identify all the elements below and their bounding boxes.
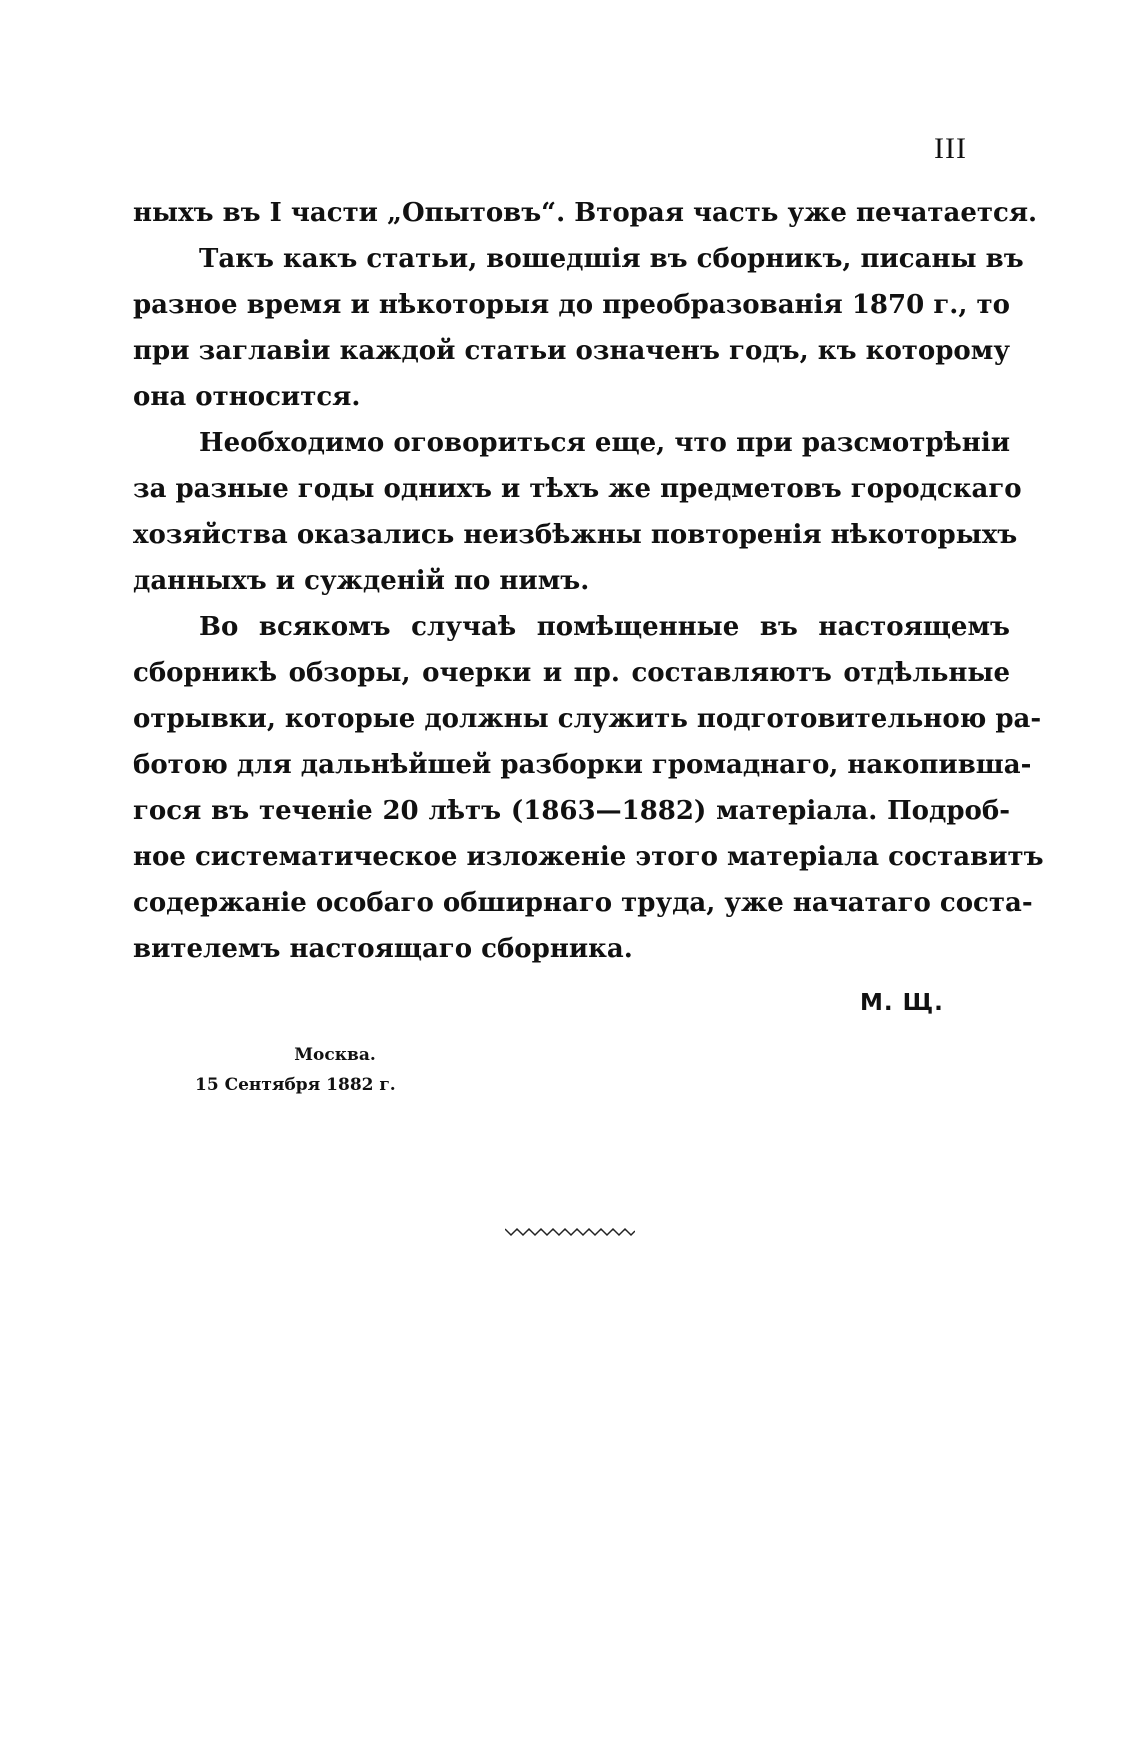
text-line: разное время и нѣкоторыя до преобразованія 1870 г., то [133, 290, 1010, 320]
paragraph-start-line: Такъ какъ статьи, вошедшія въ сборникъ, писаны въ [199, 244, 1024, 274]
place-name: Москва. [294, 1045, 376, 1065]
text-line: ныхъ въ I части „Опытовъ“. Вторая часть уже печатается. [133, 198, 1038, 228]
text-line: ное систематическое изложеніе этого матеріала составитъ [133, 842, 1044, 872]
page-number: III [934, 132, 967, 165]
author-initials: М. Щ. [860, 990, 944, 1016]
paragraph-end-line: вителемъ настоящаго сборника. [133, 934, 633, 964]
text-line: содержаніе особаго обширнаго труда, уже начатаго соста- [133, 888, 1033, 918]
paragraph-end-line: данныхъ и сужденій по нимъ. [133, 566, 590, 596]
text-line: при заглавіи каждой статьи означенъ годъ, къ которому [133, 336, 1010, 366]
wavy-ornament-divider [505, 1225, 635, 1239]
date-line: 15 Сентября 1882 г. [195, 1075, 396, 1095]
text-line: ботою для дальнѣйшей разборки громаднаго, накопивша- [133, 750, 1032, 780]
body-text [133, 190, 1044, 972]
paragraph-start-line: Во всякомъ случаѣ помѣщенные въ настоящемъ [199, 612, 1010, 642]
paragraph-end-line: она относится. [133, 382, 361, 412]
place-and-date [190, 1040, 450, 1100]
text-line: сборникѣ обзоры, очерки и пр. составляютъ отдѣльные [133, 658, 1010, 688]
text-line: за разные годы однихъ и тѣхъ же предметовъ городскаго [133, 474, 1022, 504]
text-line: хозяйства оказались неизбѣжны повторенія нѣкоторыхъ [133, 520, 1018, 550]
paragraph-start-line: Необходимо оговориться еще, что при разсмотрѣніи [199, 428, 1010, 458]
text-line: отрывки, которые должны служить подготовительною ра- [133, 704, 1042, 734]
text-line: гося въ теченіе 20 лѣтъ (1863—1882) матеріала. Подроб- [133, 796, 1010, 826]
